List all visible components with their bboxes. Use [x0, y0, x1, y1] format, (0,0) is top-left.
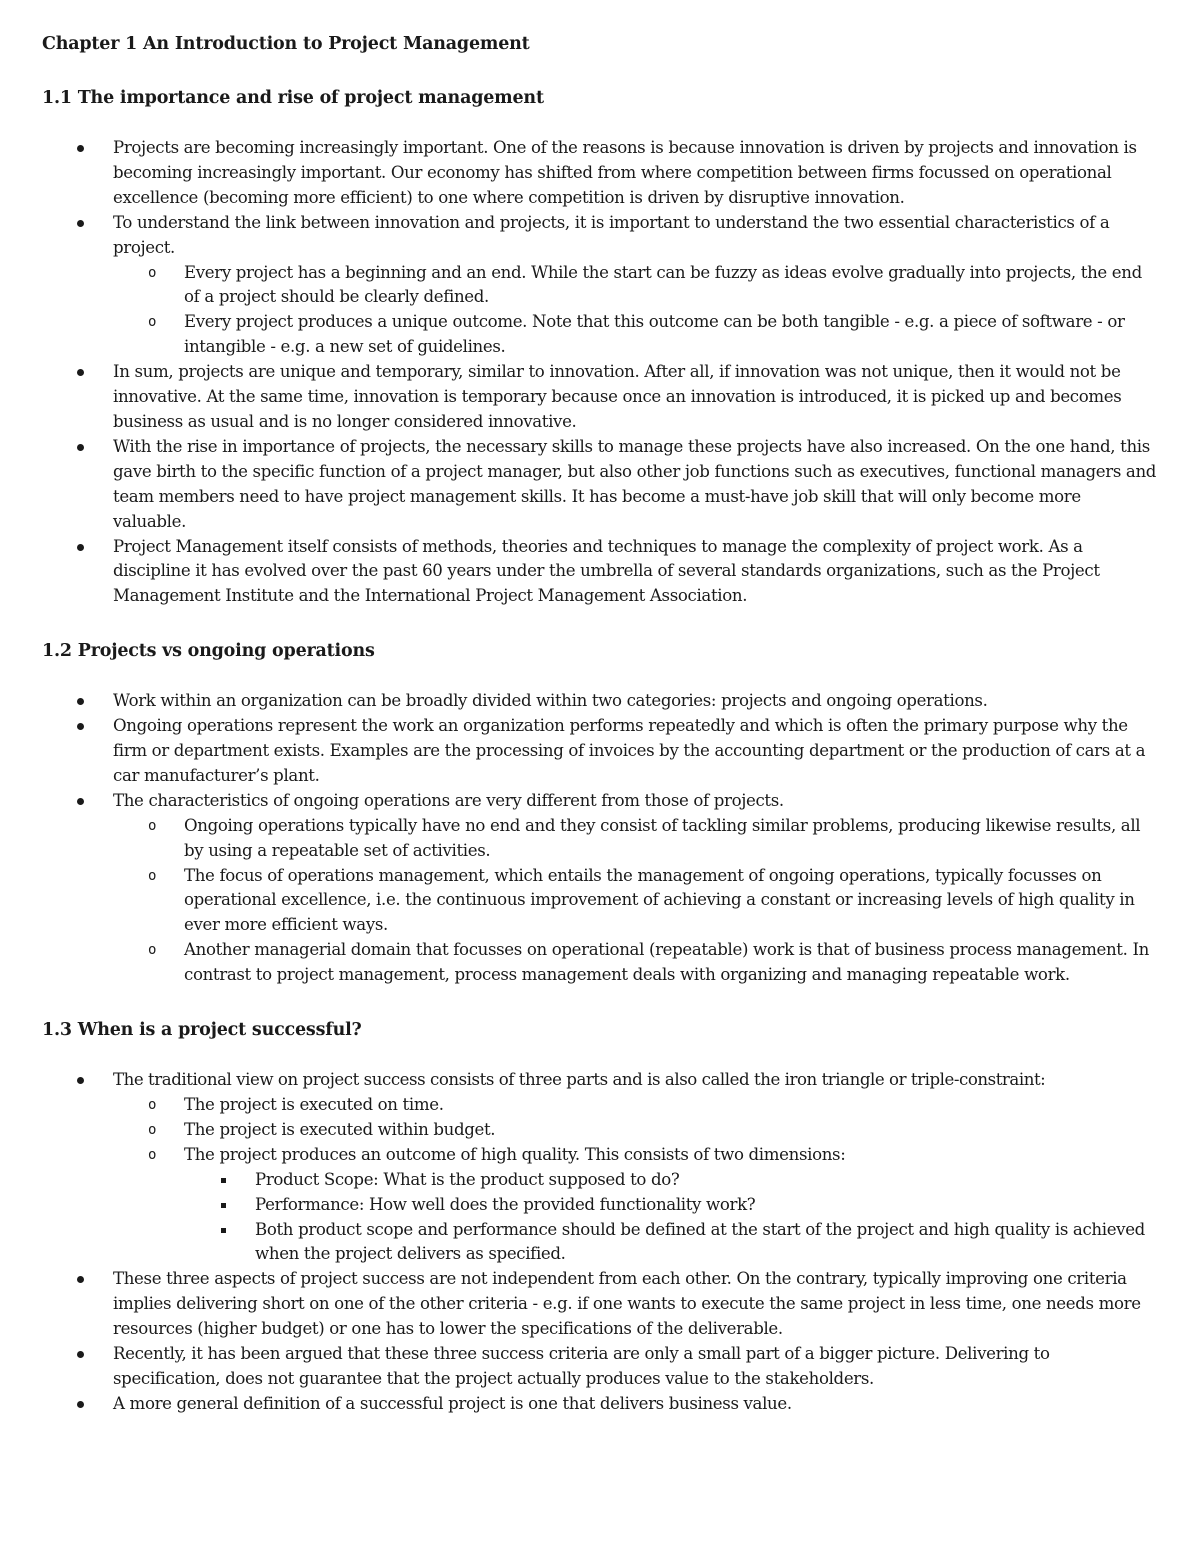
list-item-text: To understand the link between innovation and projects, it is important to understand the two essential characteristics of a project.: [113, 212, 1110, 257]
sub-sub-list-item: Performance: How well does the provided functionality work?: [184, 1193, 1158, 1218]
section-1-2-list: [42, 689, 1158, 988]
section-1-3-list: [42, 1068, 1158, 1417]
list-item: [42, 789, 1158, 988]
list-item: With the rise in importance of projects, the necessary skills to manage these projects have also increased. On the one hand, this gave birth to the specific function of a project manager, but also other job functions such as executives, functional managers and team members need to have project management skills. It has become a must-have job skill that will only become more valuable.: [42, 435, 1158, 535]
list-item: These three aspects of project success are not independent from each other. On the contrary, typically improving one criteria implies delivering short on one of the other criteria - e.g. if one wants to execute the same project in less time, one needs more resources (higher budget) or one has to lower the specifications of the deliverable.: [42, 1267, 1158, 1342]
sub-list: [113, 1093, 1158, 1267]
sub-list-item: o The project is executed within budget.: [113, 1118, 1158, 1143]
section-heading-1-3: 1.3 When is a project successful?: [42, 1020, 362, 1041]
list-item: Work within an organization can be broadly divided within two categories: projects and ongoing operations.: [42, 689, 1158, 714]
list-item: Projects are becoming increasingly important. One of the reasons is because innovation is driven by projects and innovation is becoming increasingly important. Our economy has shifted from where competition between firms focussed on operational excellence (becoming more efficient) to one where competition is driven by disruptive innovation.: [42, 136, 1158, 211]
list-item: A more general definition of a successful project is one that delivers business value.: [42, 1392, 1158, 1417]
list-item: [42, 1068, 1158, 1267]
chapter-title: Chapter 1 An Introduction to Project Management: [42, 34, 530, 54]
section-1-1-list: [42, 136, 1158, 609]
sub-sub-list: [184, 1168, 1158, 1268]
sub-list: [113, 814, 1158, 988]
sub-list-item: o Another managerial domain that focusses on operational (repeatable) work is that of business process management. In contrast to project management, process management deals with organizing and managing repeatable work.: [113, 938, 1158, 988]
sub-sub-list-item: Both product scope and performance should be defined at the start of the project and high quality is achieved when the project delivers as specified.: [184, 1218, 1158, 1268]
sub-sub-list-item: Product Scope: What is the product supposed to do?: [184, 1168, 1158, 1193]
document-page: [42, 30, 1158, 1417]
sub-list-item: o The focus of operations management, which entails the management of ongoing operations, typically focusses on operational excellence, i.e. the continuous improvement of achieving a constant or increasing levels of high quality in ever more efficient ways.: [113, 864, 1158, 939]
list-item: Project Management itself consists of methods, theories and techniques to manage the complexity of project work. As a discipline it has evolved over the past 60 years under the umbrella of several standards organizations, such as the Project Management Institute and the International Project Management Association.: [42, 535, 1158, 610]
list-item: Recently, it has been argued that these three success criteria are only a small part of a bigger picture. Delivering to specification, does not guarantee that the project actually produces value to the stakeholders.: [42, 1342, 1158, 1392]
sub-list-item: o Ongoing operations typically have no end and they consist of tackling similar problems, producing likewise results, all by using a repeatable set of activities.: [113, 814, 1158, 864]
list-item: Ongoing operations represent the work an organization performs repeatedly and which is often the primary purpose why the firm or department exists. Examples are the processing of invoices by the accounting department or the production of cars at a car manufacturer’s plant.: [42, 714, 1158, 789]
list-item: In sum, projects are unique and temporary, similar to innovation. After all, if innovation was not unique, then it would not be innovative. At the same time, innovation is temporary because once an innovation is introduced, it is picked up and becomes business as usual and is no longer considered innovative.: [42, 360, 1158, 435]
sub-list-item: [113, 1143, 1158, 1268]
list-item: [42, 211, 1158, 360]
section-heading-1-2: 1.2 Projects vs ongoing operations: [42, 641, 375, 662]
sub-list-item-text: The project produces an outcome of high quality. This consists of two dimensions:: [184, 1144, 846, 1164]
sub-list: [113, 261, 1158, 361]
sub-list-item: o Every project produces a unique outcome. Note that this outcome can be both tangible - e.g. a piece of software - or intangible - e.g. a new set of guidelines.: [113, 310, 1158, 360]
list-item-text: The characteristics of ongoing operations are very different from those of projects.: [113, 790, 784, 810]
sub-list-item: o The project is executed on time.: [113, 1093, 1158, 1118]
section-heading-1-1: 1.1 The importance and rise of project management: [42, 88, 544, 108]
list-item-text: The traditional view on project success consists of three parts and is also called the iron triangle or triple-constraint:: [113, 1070, 1046, 1090]
sub-list-item: o Every project has a beginning and an end. While the start can be fuzzy as ideas evolve gradually into projects, the end of a project should be clearly defined.: [113, 261, 1158, 311]
